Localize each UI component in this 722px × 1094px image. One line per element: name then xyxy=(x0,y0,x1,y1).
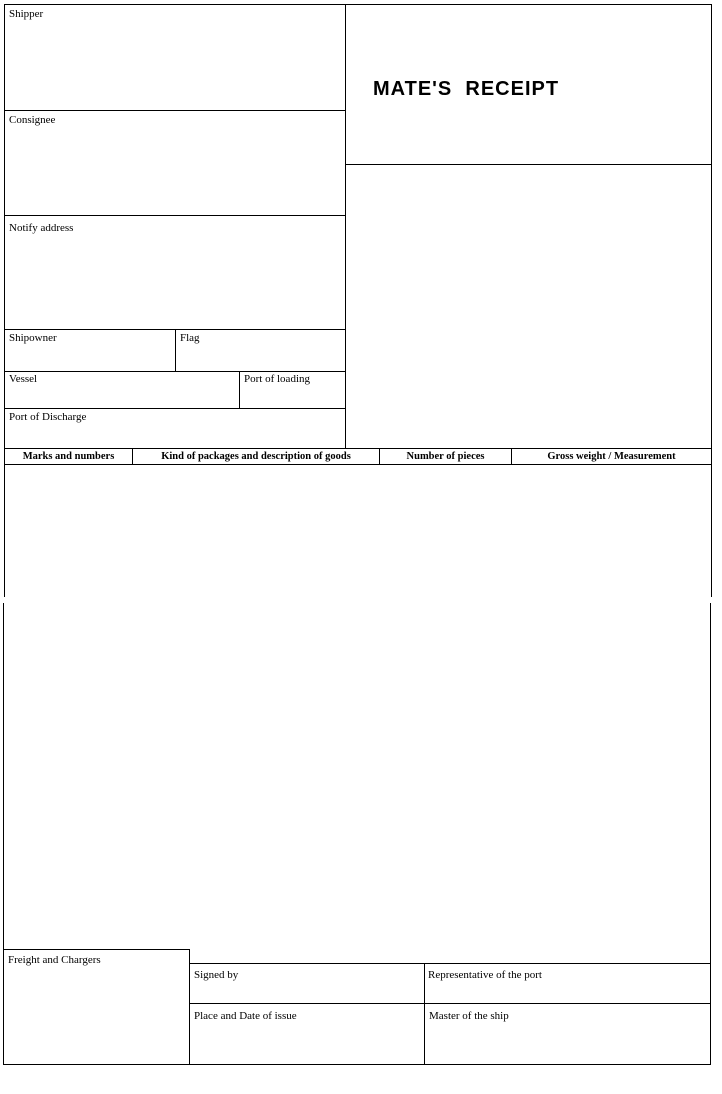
flag-label: Flag xyxy=(180,332,200,344)
shipper-label: Shipper xyxy=(9,8,44,20)
left-border-lower xyxy=(3,603,4,1065)
signature-row-divider xyxy=(189,1003,711,1004)
representative-of-port-label: Representative of the port xyxy=(428,969,542,981)
column-header-description: Kind of packages and description of goods xyxy=(161,451,351,462)
top-border xyxy=(4,4,712,5)
divider-title-box xyxy=(345,164,712,165)
divider-shipowner-flag xyxy=(175,329,176,371)
shipowner-label: Shipowner xyxy=(9,332,57,344)
signed-by-label: Signed by xyxy=(194,969,239,981)
divider-consignee-notify xyxy=(4,215,346,216)
place-and-date-of-issue-label: Place and Date of issue xyxy=(194,1010,297,1022)
vessel-label: Vessel xyxy=(9,373,38,385)
divider-shipowner-vessel xyxy=(4,371,346,372)
column-header-weight: Gross weight / Measurement xyxy=(547,451,676,462)
right-border-lower xyxy=(710,603,711,1065)
divider-vessel-discharge xyxy=(4,408,346,409)
divider-vessel-port xyxy=(239,371,240,408)
column-header-marks: Marks and numbers xyxy=(22,451,115,462)
column-header-pieces: Number of pieces xyxy=(406,451,485,462)
freight-box-right xyxy=(189,949,190,1064)
divider-shipper-consignee xyxy=(4,110,346,111)
left-border-upper xyxy=(4,4,5,597)
right-border-upper xyxy=(711,4,712,597)
document-title: MATE'S RECEIPT xyxy=(373,78,560,100)
consignee-label: Consignee xyxy=(9,114,56,126)
port-of-discharge-label: Port of Discharge xyxy=(9,411,87,423)
signature-col-divider xyxy=(424,963,425,1064)
cargo-header-bottom xyxy=(4,464,712,465)
signature-area-top xyxy=(189,963,711,964)
bottom-border xyxy=(3,1064,711,1065)
center-divider xyxy=(345,4,346,449)
master-of-ship-label: Master of the ship xyxy=(429,1010,509,1022)
freight-box-top xyxy=(3,949,190,950)
notify-address-label: Notify address xyxy=(9,222,74,234)
freight-and-charges-label: Freight and Chargers xyxy=(8,954,101,966)
port-of-loading-label: Port of loading xyxy=(244,373,310,385)
